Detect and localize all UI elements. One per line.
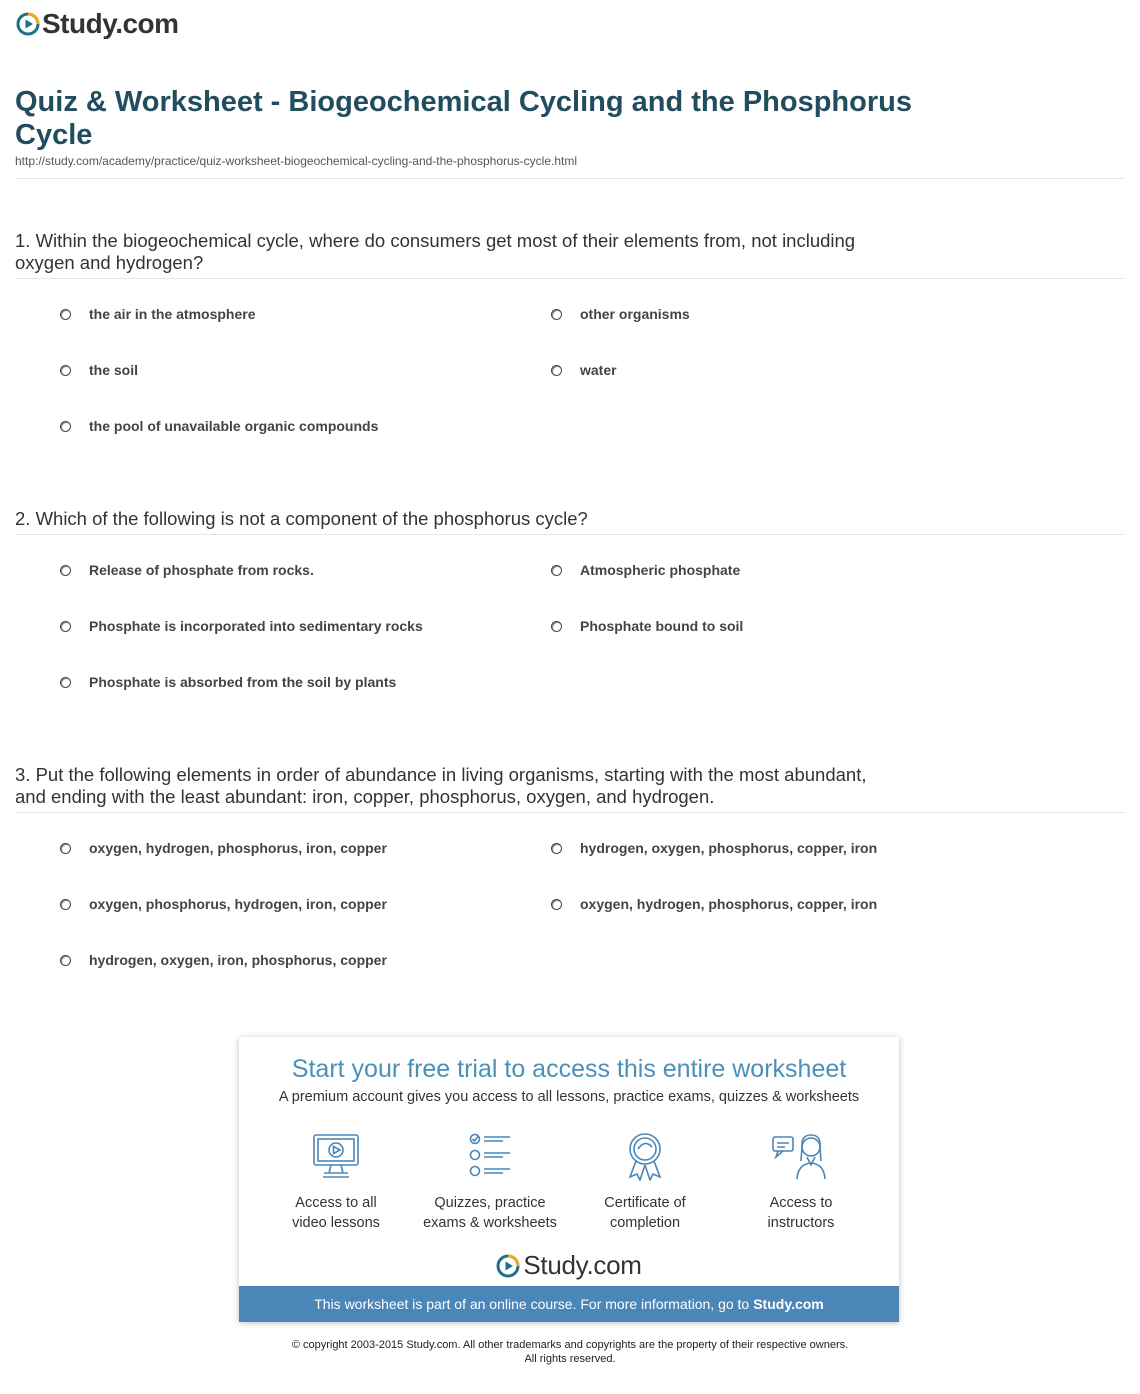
q1-option-1[interactable]: the air in the atmosphere bbox=[60, 304, 255, 324]
q3-option-2[interactable]: hydrogen, oxygen, phosphorus, copper, iron bbox=[551, 838, 877, 858]
instructor-chat-icon bbox=[771, 1131, 831, 1181]
free-trial-promo bbox=[239, 1037, 899, 1322]
radio-button[interactable] bbox=[551, 621, 562, 632]
radio-button[interactable] bbox=[60, 899, 71, 910]
copyright-text: © copyright 2003-2015 Study.com. All other trademarks and copyrights are the property of their respective owners. bbox=[291, 1339, 849, 1351]
promo-bar-link[interactable]: Study.com bbox=[753, 1296, 824, 1312]
radio-button[interactable] bbox=[60, 565, 71, 576]
q1-option-3[interactable]: the soil bbox=[60, 360, 138, 380]
promo-subtitle: A premium account gives you access to all lessons, practice exams, quizzes & worksheets bbox=[278, 1089, 860, 1105]
feature-video-lessons: Access to all video lessons bbox=[261, 1131, 411, 1233]
q2-option-4[interactable]: Phosphate bound to soil bbox=[551, 616, 743, 636]
logo-wordmark: Study.com bbox=[42, 8, 179, 39]
divider bbox=[15, 178, 1125, 179]
q2-option-5[interactable]: Phosphate is absorbed from the soil by plants bbox=[60, 672, 396, 692]
rights-text: All rights reserved. bbox=[524, 1353, 616, 1365]
radio-button[interactable] bbox=[60, 309, 71, 320]
feature-instructors: Access to instructors bbox=[726, 1131, 876, 1233]
radio-button[interactable] bbox=[551, 365, 562, 376]
promo-title[interactable]: Start your free trial to access this entire worksheet bbox=[291, 1055, 847, 1083]
radio-button[interactable] bbox=[551, 565, 562, 576]
divider bbox=[15, 278, 1125, 279]
question-3: 3. Put the following elements in order of abundance in living organisms, starting with the most abundant, and ending with the least abundant: iron, copper, phosphorus, oxygen, and hydrogen. bbox=[15, 764, 867, 807]
q3-option-1[interactable]: oxygen, hydrogen, phosphorus, iron, copper bbox=[60, 838, 387, 858]
q3-option-5[interactable]: hydrogen, oxygen, iron, phosphorus, copper bbox=[60, 950, 387, 970]
divider bbox=[15, 812, 1125, 813]
q3-option-3[interactable]: oxygen, phosphorus, hydrogen, iron, copper bbox=[60, 894, 387, 914]
q1-option-2[interactable]: other organisms bbox=[551, 304, 690, 324]
promo-logo-wordmark: Study.com bbox=[523, 1250, 642, 1280]
study-logo[interactable] bbox=[16, 10, 179, 38]
radio-button[interactable] bbox=[60, 365, 71, 376]
radio-button[interactable] bbox=[60, 955, 71, 966]
radio-button[interactable] bbox=[60, 677, 71, 688]
certificate-ribbon-icon bbox=[620, 1131, 670, 1181]
page-url: http://study.com/academy/practice/quiz-worksheet-biogeochemical-cycling-and-the-phosphorus-cycle.html bbox=[15, 154, 578, 168]
checklist-icon bbox=[465, 1131, 515, 1181]
radio-button[interactable] bbox=[60, 421, 71, 432]
q2-option-1[interactable]: Release of phosphate from rocks. bbox=[60, 560, 314, 580]
q3-option-4[interactable]: oxygen, hydrogen, phosphorus, copper, iron bbox=[551, 894, 877, 914]
q2-option-3[interactable]: Phosphate is incorporated into sedimentary rocks bbox=[60, 616, 423, 636]
promo-study-logo[interactable] bbox=[239, 1250, 899, 1281]
radio-button[interactable] bbox=[60, 621, 71, 632]
video-monitor-icon bbox=[311, 1131, 361, 1181]
divider bbox=[15, 534, 1125, 535]
promo-info-bar bbox=[239, 1286, 899, 1322]
radio-button[interactable] bbox=[551, 843, 562, 854]
radio-button[interactable] bbox=[551, 899, 562, 910]
play-circle-icon bbox=[16, 12, 40, 36]
feature-quizzes: Quizzes, practice exams & worksheets bbox=[415, 1131, 565, 1233]
page-title: Quiz & Worksheet - Biogeochemical Cycling and the Phosphorus Cycle bbox=[15, 86, 912, 151]
radio-button[interactable] bbox=[60, 843, 71, 854]
question-1: 1. Within the biogeochemical cycle, where do consumers get most of their elements from, not including oxygen and hydrogen? bbox=[15, 230, 856, 273]
q2-option-2[interactable]: Atmospheric phosphate bbox=[551, 560, 740, 580]
question-2: 2. Which of the following is not a component of the phosphorus cycle? bbox=[15, 508, 588, 529]
q1-option-4[interactable]: water bbox=[551, 360, 617, 380]
play-circle-icon bbox=[496, 1254, 520, 1278]
radio-button[interactable] bbox=[551, 309, 562, 320]
feature-certificate: Certificate of completion bbox=[570, 1131, 720, 1233]
promo-bar-text: This worksheet is part of an online course. For more information, go to bbox=[314, 1296, 750, 1312]
copyright-footer bbox=[0, 1338, 1140, 1366]
q1-option-5[interactable]: the pool of unavailable organic compounds bbox=[60, 416, 378, 436]
